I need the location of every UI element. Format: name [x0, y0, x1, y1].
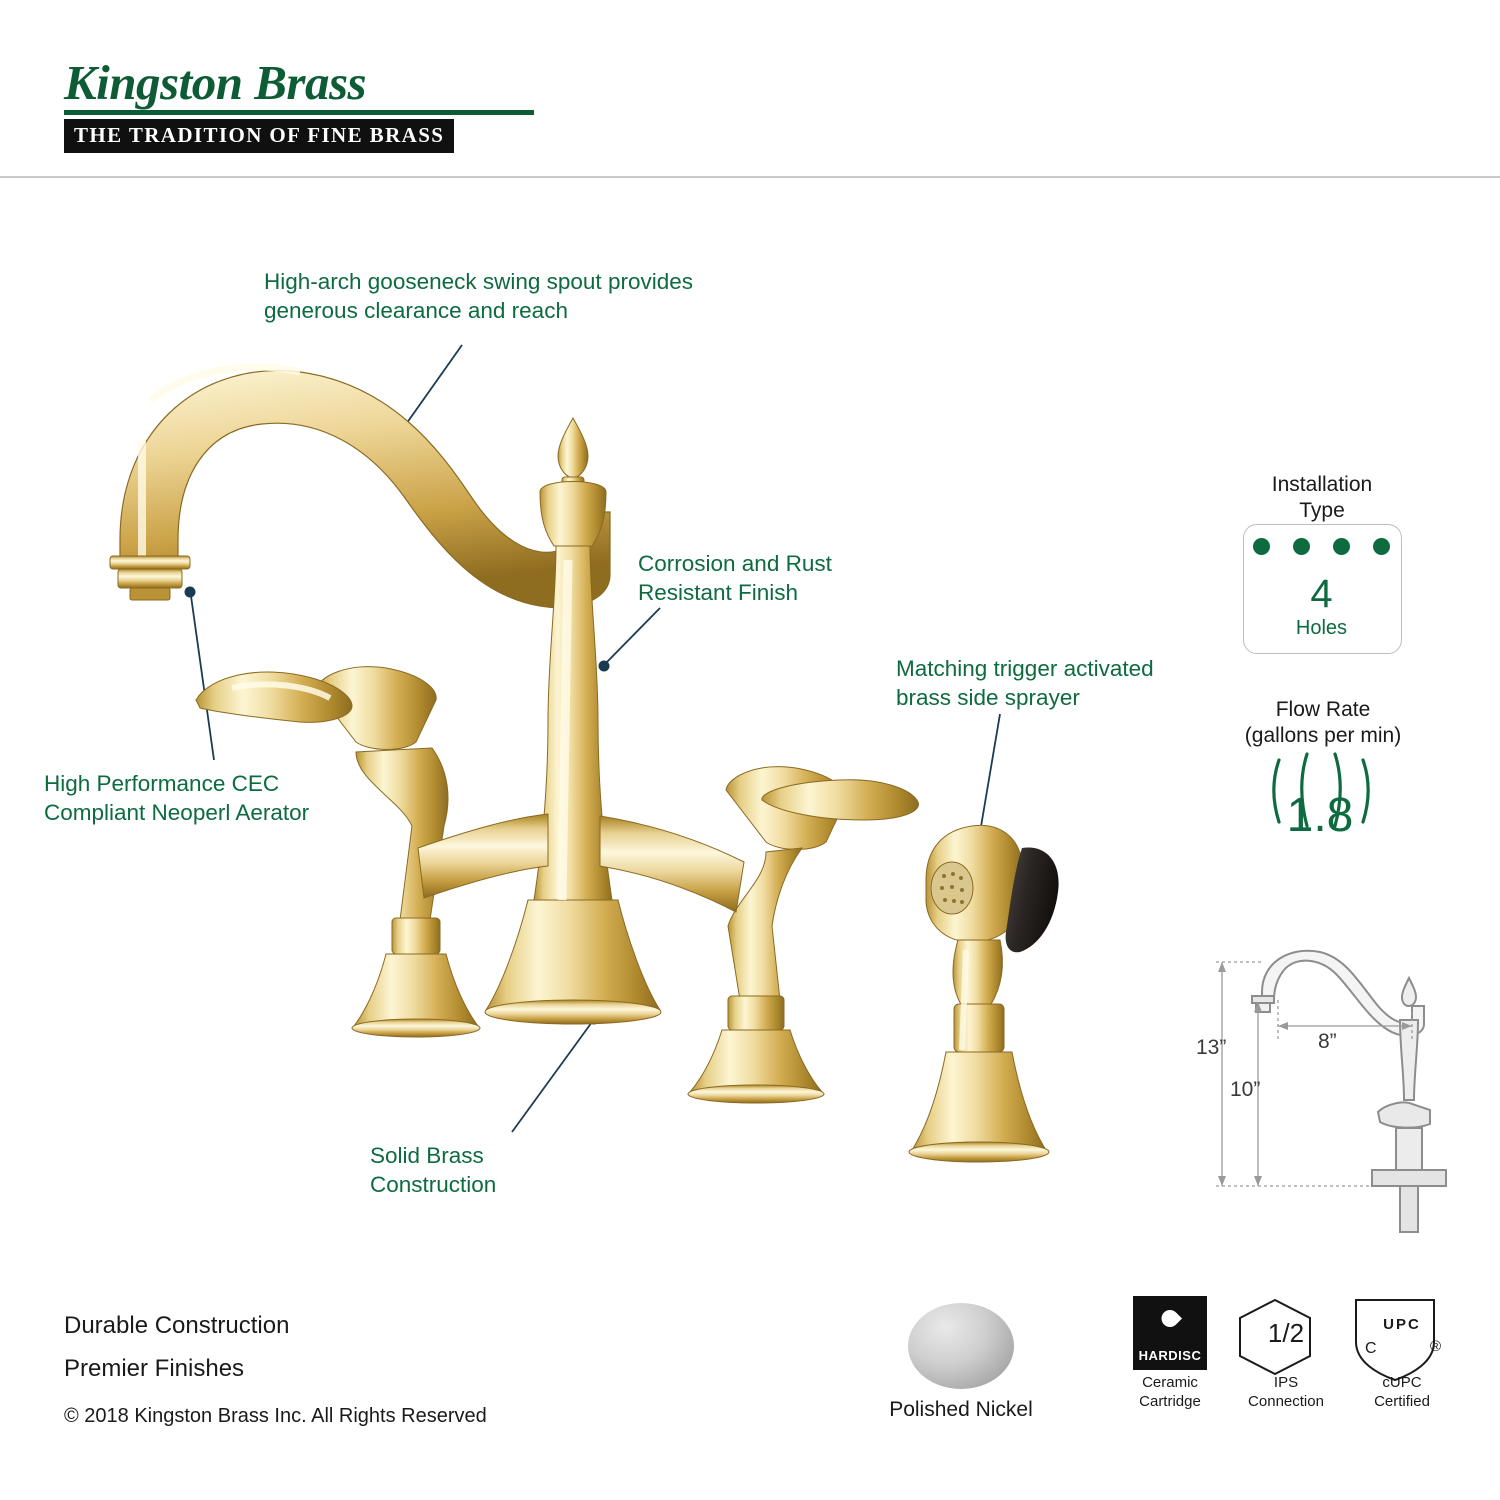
cupc-shield	[1363, 1296, 1441, 1370]
hardisc-caption-line2: Cartridge	[1139, 1392, 1201, 1410]
ips-size: 1/2	[1267, 1317, 1305, 1348]
callout-brass: Solid Brass Construction	[370, 1143, 497, 1197]
flow-rate-title-line1: Flow Rate	[1275, 698, 1371, 721]
callout-spout: High-arch gooseneck swing spout provides generous clearance and reach	[264, 269, 693, 323]
ips-caption	[1236, 1374, 1336, 1412]
cupc-c-mark: C	[1365, 1340, 1377, 1357]
water-drop-icon	[1158, 1306, 1182, 1330]
gooseneck-spout	[110, 367, 610, 607]
cupc-caption	[1352, 1374, 1452, 1412]
flow-rate-value: 1.8	[1286, 789, 1354, 842]
certification-row	[1118, 1296, 1448, 1436]
cert-cupc	[1352, 1296, 1452, 1412]
cupc-registered-mark: ®	[1429, 1338, 1441, 1355]
ips-caption-line2: Connection	[1248, 1392, 1324, 1410]
flow-rate-title	[1225, 697, 1421, 750]
cupc-caption-line1: cUPC	[1382, 1374, 1422, 1391]
installation-type-title-line1: Installation	[1271, 473, 1373, 496]
flow-rate-title-line2: (gallons per min)	[1244, 724, 1402, 748]
hole-dot	[1333, 538, 1350, 555]
callout-aerator: High Performance CEC Compliant Neoperl Aerator	[44, 771, 310, 825]
hardisc-caption	[1118, 1374, 1222, 1412]
hole-dot	[1253, 538, 1270, 555]
side-sprayer	[909, 825, 1059, 1162]
center-column	[485, 418, 661, 1024]
hole-dot	[1373, 538, 1390, 555]
callout-sprayer: Matching trigger activated brass side sprayer	[896, 656, 1154, 710]
dimension-reach: 8”	[1318, 1030, 1337, 1053]
right-handle-assembly	[688, 767, 918, 1103]
upc-wordmark: UPC	[1383, 1316, 1421, 1333]
cert-hardisc	[1118, 1296, 1222, 1412]
installation-type-title	[1232, 472, 1412, 525]
brand-tagline: THE TRADITION OF FINE BRASS	[64, 119, 454, 153]
hole-dot	[1293, 538, 1310, 555]
installation-hole-unit: Holes	[1295, 617, 1348, 639]
brand-name: Kingston Brass	[64, 55, 367, 110]
hardisc-caption-line1: Ceramic	[1142, 1374, 1198, 1391]
dimension-spout-height: 10”	[1230, 1078, 1261, 1101]
footer-premier-finishes: Premier Finishes	[64, 1355, 245, 1382]
hardisc-wordmark: HARDISC	[1138, 1348, 1202, 1363]
installation-hole-count: 4	[1310, 572, 1333, 616]
footer-durable-construction: Durable Construction	[64, 1312, 290, 1339]
installation-type-title-line2: Type	[1299, 499, 1345, 523]
callout-corrosion: Corrosion and Rust Resistant Finish	[638, 551, 832, 605]
finish-name: Polished Nickel	[889, 1398, 1033, 1421]
cupc-caption-line2: Certified	[1374, 1392, 1430, 1410]
footer-copyright: © 2018 Kingston Brass Inc. All Rights Reserved	[64, 1405, 487, 1427]
ips-caption-line1: IPS	[1273, 1374, 1299, 1391]
cert-ips	[1236, 1296, 1336, 1412]
ips-hexagon	[1248, 1296, 1324, 1370]
hole-dots	[1253, 538, 1390, 555]
hardisc-icon	[1133, 1296, 1207, 1370]
dimension-total-height: 13”	[1196, 1036, 1227, 1059]
finish-swatch	[908, 1303, 1014, 1389]
